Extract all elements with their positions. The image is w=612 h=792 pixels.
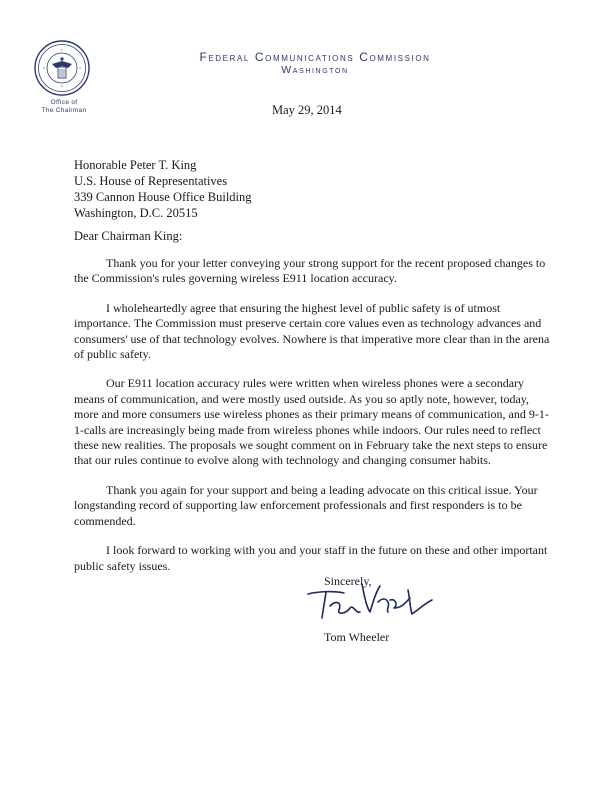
- recipient-line: Washington, D.C. 20515: [74, 206, 198, 220]
- letter-body: [74, 256, 554, 588]
- signer-name: Tom Wheeler: [324, 630, 390, 644]
- closing: Sincerely,: [324, 574, 372, 588]
- recipient-address: [74, 157, 252, 221]
- body-paragraph: Thank you again for your support and being a leading advocate on this critical issue. Your longstanding record of supporting law enforcement professionals and first responders is to be commended.: [74, 482, 538, 528]
- body-paragraph: Our E911 location accuracy rules were written when wireless phones were a secondary means of communication, and were mostly used outside. As you so aptly note, however, today, more and more consumers use wireless phones as their primary means of communication, and 9-1-1-calls are increasingly being made from wireless phones while indoors. Our rules need to reflect these new realities. The proposals we sought comment on in February take the next steps to ensure that our rules continue to evolve along with technology and changing consumer habits.: [74, 376, 549, 468]
- agency-city: Washington: [281, 64, 349, 76]
- agency-header: [180, 50, 450, 77]
- office-line-2: The Chairman: [41, 107, 87, 114]
- body-paragraph: Thank you for your letter conveying your strong support for the recent proposed changes to the Commission's rules governing wireless E911 location accuracy.: [74, 256, 546, 286]
- recipient-line: U.S. House of Representatives: [74, 174, 228, 188]
- body-paragraph: I wholeheartedly agree that ensuring the highest level of public safety is of utmost importance. The Commission must preserve certain core values even as technology advances and consumers' use of that technology evolves. Nowhere is that imperative more clear than in the arena of public safety.: [74, 300, 550, 362]
- handwritten-signature: [306, 580, 446, 622]
- recipient-line: Honorable Peter T. King: [74, 158, 197, 172]
- agency-name: Federal Communications Commission: [199, 50, 431, 64]
- fcc-seal-icon: [34, 40, 90, 96]
- salutation: Dear Chairman King:: [74, 229, 183, 243]
- office-line-1: Office of: [50, 99, 78, 106]
- body-paragraph: I look forward to working with you and your staff in the future on these and other important public safety issues.: [74, 543, 548, 573]
- recipient-line: 339 Cannon House Office Building: [74, 190, 252, 204]
- letter-date: May 29, 2014: [272, 103, 342, 117]
- office-of-chairman: [34, 99, 94, 115]
